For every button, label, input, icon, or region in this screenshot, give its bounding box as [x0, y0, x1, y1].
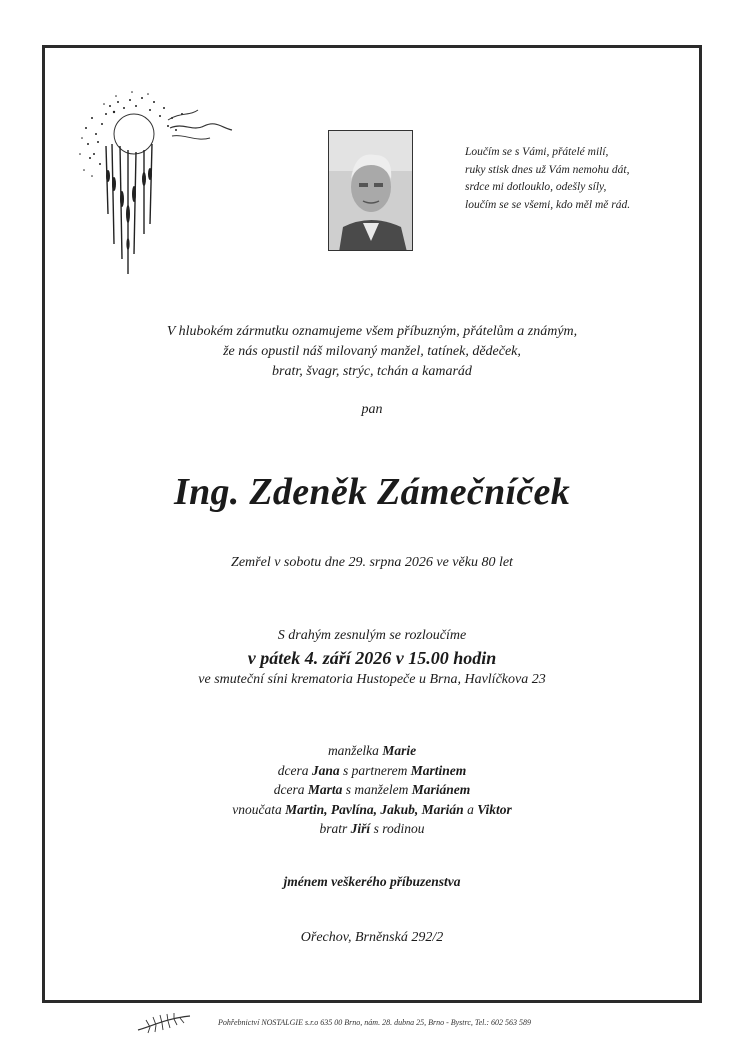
ceremony-place: ve smuteční síni krematoria Hustopeče u Brna, Havlíčkova 23 — [198, 672, 546, 687]
family-label: dcera — [273, 782, 308, 797]
family-label: dcera — [277, 762, 312, 778]
sun-reeds-ornament — [72, 84, 240, 284]
portrait-image — [329, 131, 413, 251]
family-member: Jiří — [350, 821, 371, 836]
family-member: Mariánem — [411, 782, 471, 797]
family-row-grandchildren — [42, 800, 702, 820]
family-member: Marie — [382, 743, 417, 758]
family-connector: a — [463, 801, 478, 817]
intro-line: že nás opustil náš milovaný manžel, tatínek, dědeček, — [223, 344, 521, 359]
ceremony-intro: S drahým zesnulým se rozloučíme — [277, 628, 467, 643]
family-member: Martin, Pavlína, Jakub, Marián — [285, 801, 464, 817]
farewell-poem — [465, 144, 695, 214]
poem-line: srdce mi dotlouklo, odešly síly, — [465, 181, 607, 193]
deceased-name: Ing. Zdeněk Zámečníček — [173, 471, 571, 513]
on-behalf-of-relatives: jménem veškerého příbuzenstva — [283, 874, 461, 889]
family-member: Viktor — [477, 801, 512, 817]
family-member: Martinem — [410, 762, 467, 778]
intro-line: V hlubokém zármutku oznamujeme všem příbuzným, přátelům a známým, — [166, 324, 578, 339]
family-member: Marta — [307, 782, 343, 797]
family-list — [42, 741, 702, 839]
family-label: bratr — [319, 821, 351, 836]
family-label: vnoučata — [232, 801, 286, 817]
feather-logo-icon — [136, 1012, 192, 1034]
funeral-service-footer: Pohřebnictví NOSTALGIE s.r.o 635 00 Brno, nám. 28. dubna 25, Brno - Bystrc, Tel.: 602 563 589 — [218, 1018, 532, 1027]
poem-line: Loučím se s Vámi, přátelé milí, — [465, 146, 609, 158]
intro-line: bratr, švagr, strýc, tchán a kamarád — [272, 364, 472, 379]
portrait-photo — [328, 130, 413, 251]
family-label: manželka — [327, 743, 383, 758]
family-row-wife — [42, 741, 702, 761]
death-notice: Zemřel v sobotu dne 29. srpna 2026 ve věku 80 let — [231, 555, 513, 570]
family-connector: s partnerem — [339, 762, 411, 778]
family-address: Ořechov, Brněnská 292/2 — [300, 930, 444, 945]
poem-line: ruky stisk dnes už Vám nemohu dát, — [465, 163, 630, 176]
ceremony-info — [42, 626, 702, 690]
ceremony-datetime: v pátek 4. září 2026 v 15.00 hodin — [247, 648, 497, 668]
family-connector: s rodinou — [370, 821, 425, 836]
family-row-brother — [42, 819, 702, 839]
honorific: pan — [361, 402, 383, 417]
family-row-daughter1 — [42, 761, 702, 781]
family-row-daughter2 — [42, 780, 702, 800]
family-connector: s manželem — [342, 782, 412, 797]
poem-line: loučím se se všemi, kdo měl mě rád. — [465, 198, 631, 211]
family-member: Jana — [311, 762, 340, 778]
announcement-intro — [42, 322, 702, 382]
